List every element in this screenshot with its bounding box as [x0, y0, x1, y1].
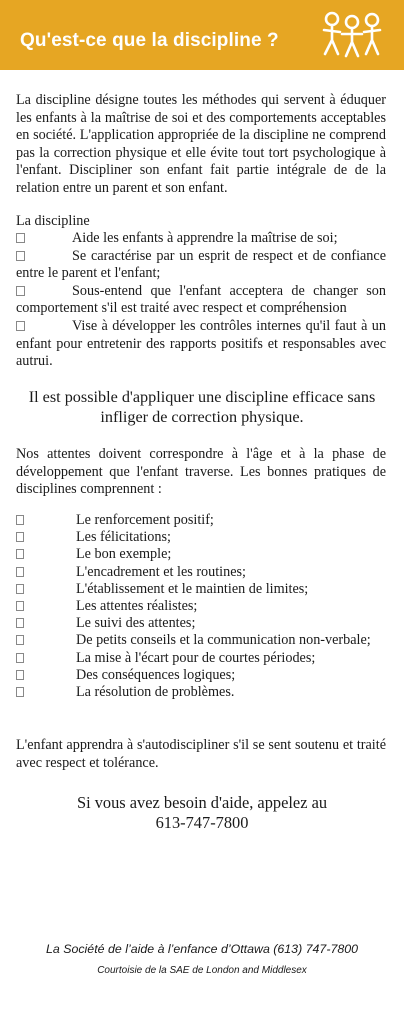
practices-list — [16, 512, 386, 701]
list-item: Vise à développer les contrôles internes qu'il faut à un enfant pour entretenir des rapports positifs et responsables avec autrui. — [16, 317, 386, 370]
checkbox-glyph-icon — [16, 687, 24, 697]
checkbox-glyph-icon — [16, 251, 25, 261]
list-item: Des conséquences logiques; — [16, 667, 386, 684]
intro-paragraph: La discipline désigne toutes les méthodes qui servent à éduquer les enfants à la maîtrise de soi et des comportements acceptables en société. L'application appropriée de la discipline ne comprend pas la correction physique et elle évite tout tort psychologique à l'enfant. Discipliner son enfant fait partie intégrale de de la relation entre un parent et son enfant. — [16, 92, 386, 196]
checkbox-glyph-icon — [16, 601, 24, 611]
footer-courtesy: Courtoisie de la SAE de London and Middlesex — [97, 965, 307, 976]
list-item: Aide les enfants à apprendre la maîtrise de soi; — [16, 230, 386, 248]
list-item: La mise à l'écart pour de courtes périodes; — [16, 650, 386, 667]
checkbox-glyph-icon — [16, 567, 24, 577]
checkbox-glyph-icon — [16, 549, 24, 559]
header-banner — [0, 0, 404, 70]
checkbox-glyph-icon — [16, 670, 24, 680]
expectations-paragraph: Nos attentes doivent correspondre à l'âge et à la phase de développement que l'enfant traverse. Les bonnes pratiques de disciplines comprennent : — [16, 446, 386, 498]
checkbox-glyph-icon — [16, 532, 24, 542]
checkbox-glyph-icon — [16, 233, 25, 243]
list-item: Le bon exemple; — [16, 546, 386, 563]
list-item: La résolution de problèmes. — [16, 684, 386, 701]
page-title: Qu'est-ce que la discipline ? — [20, 30, 279, 51]
list-item: L'encadrement et les routines; — [16, 564, 386, 581]
closing-paragraph: L'enfant apprendra à s'autodiscipliner s'il se sent soutenu et traité avec respect et tolérance. — [16, 737, 386, 771]
discipline-label: La discipline — [16, 213, 90, 229]
checkbox-glyph-icon — [16, 635, 24, 645]
list-item: L'établissement et le maintien de limites; — [16, 581, 386, 598]
checkbox-glyph-icon — [16, 653, 24, 663]
list-item: Les attentes réalistes; — [16, 598, 386, 615]
footer-organization: La Société de l’aide à l’enfance d’Ottawa (613) 747-7800 — [45, 942, 359, 956]
list-item: Les félicitations; — [16, 529, 386, 546]
list-item: Le renforcement positif; — [16, 512, 386, 529]
list-item: De petits conseils et la communication non-verbale; — [16, 632, 386, 649]
checkbox-glyph-icon — [16, 515, 24, 525]
help-text: Si vous avez besoin d'aide, appelez au — [76, 793, 328, 812]
help-phone: 613-747-7800 — [155, 813, 249, 832]
help-callout — [20, 793, 384, 833]
children-figures-icon — [320, 10, 384, 60]
checkbox-glyph-icon — [16, 286, 25, 296]
list-item: Se caractérise par un esprit de respect et de confiance entre le parent et l'enfant; — [16, 247, 386, 282]
checkbox-glyph-icon — [16, 584, 24, 594]
center-note: Il est possible d'appliquer une discipline efficace sans infliger de correction physique. — [28, 388, 376, 426]
list-item: Sous-entend que l'enfant acceptera de changer son comportement s'il est traité avec respect et compréhension — [16, 282, 386, 317]
list-item: Le suivi des attentes; — [16, 615, 386, 632]
checkbox-glyph-icon — [16, 321, 25, 331]
checkbox-glyph-icon — [16, 618, 24, 628]
discipline-list — [16, 230, 386, 371]
